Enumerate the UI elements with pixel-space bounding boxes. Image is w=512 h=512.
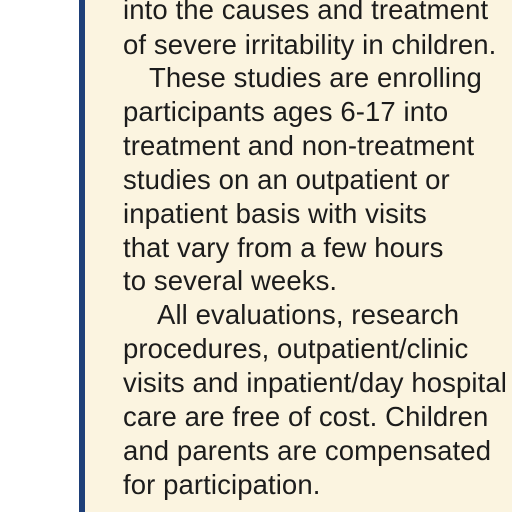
body-text-line: to several weeks. [123, 265, 338, 296]
body-text-line: visits and inpatient/day hospital [123, 367, 507, 398]
body-text-line: and parents are compensated [123, 435, 492, 466]
paragraph-start-line: These studies are enrolling [149, 62, 482, 93]
body-text-line: for participation. [123, 469, 321, 500]
body-text-line: of severe irritability in children. [123, 29, 497, 60]
body-text-line: treatment and non-treatment [123, 130, 475, 161]
text-panel [85, 0, 512, 512]
body-text-line: studies on an outpatient or [123, 164, 450, 195]
body-text-line: participants ages 6-17 into [123, 96, 449, 127]
body-text-line: inpatient basis with visits [123, 198, 427, 229]
body-text-line: into the causes and treatment [123, 0, 489, 25]
paragraph-start-line: All evaluations, research [157, 299, 460, 330]
body-text-line: that vary from a few hours [123, 232, 444, 263]
body-text-line: care are free of cost. Children [123, 401, 489, 432]
body-text-line: procedures, outpatient/clinic [123, 333, 469, 364]
